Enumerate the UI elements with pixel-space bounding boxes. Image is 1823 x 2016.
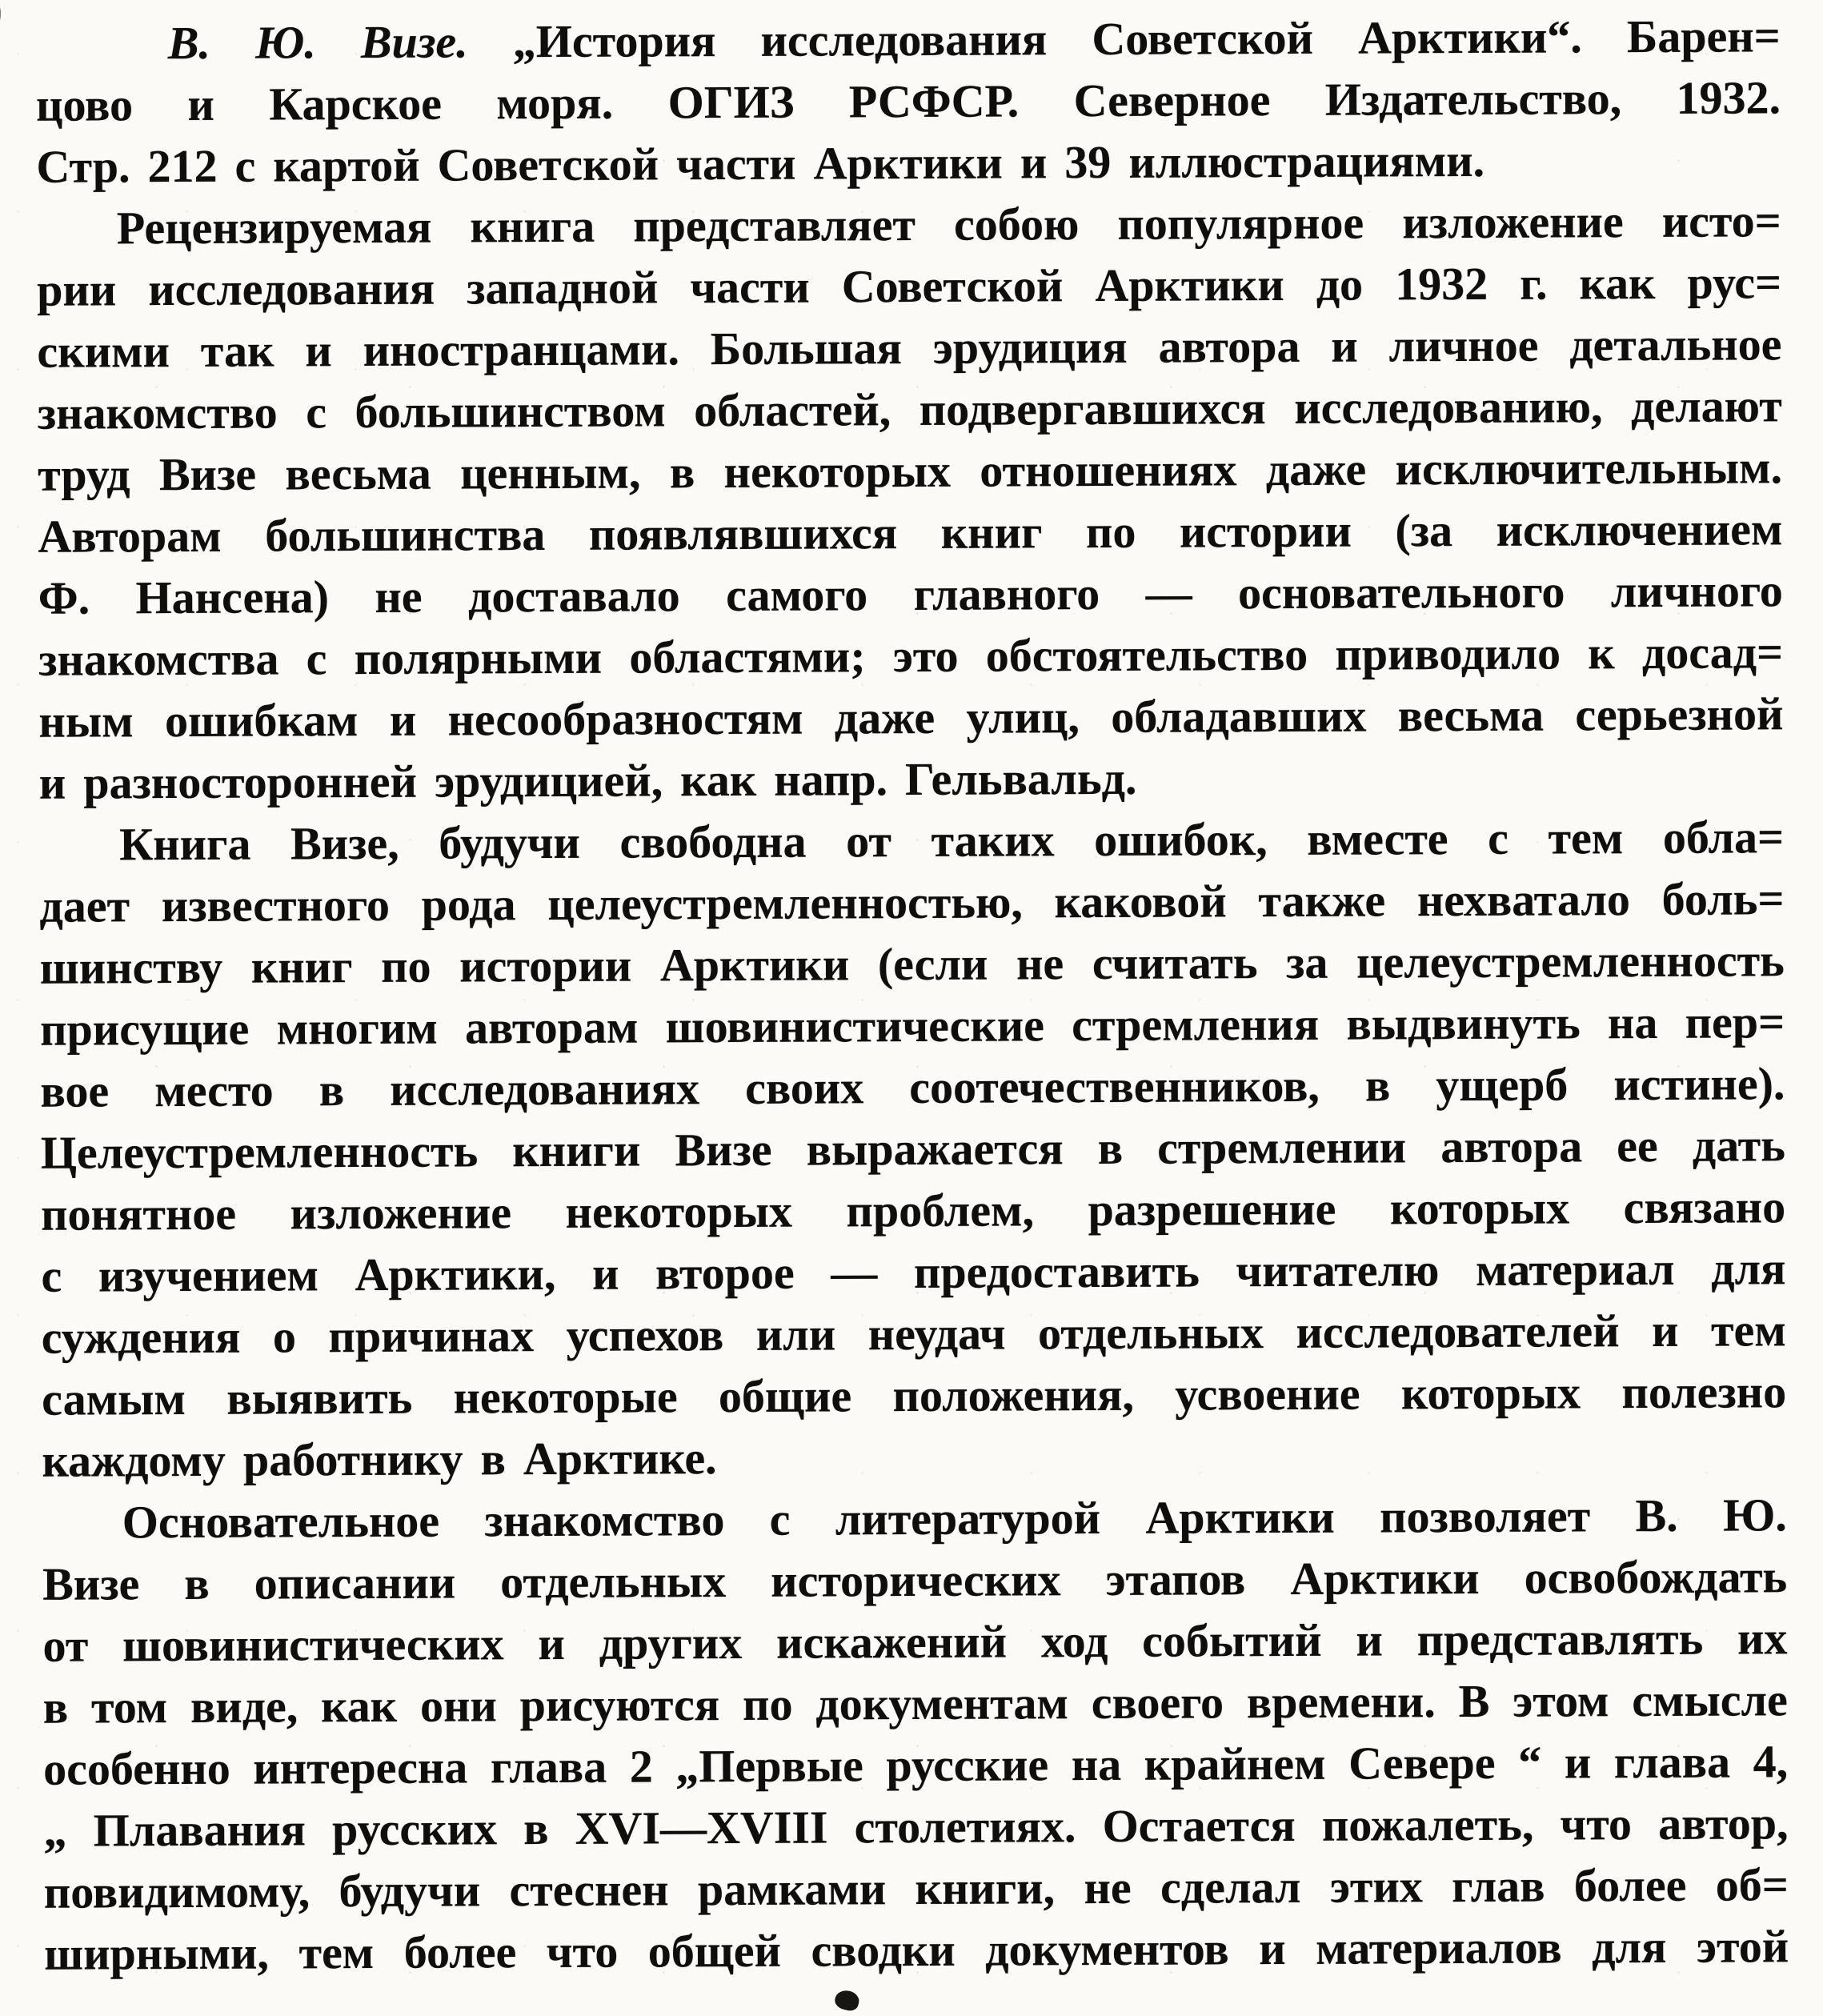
text-run: Визе в описании отдельных исторических этапов Арктики освобождать (42, 1550, 1788, 1610)
text-line (38, 683, 1783, 752)
text-line (42, 1607, 1787, 1677)
text-run: скими так и иностранцами. Большая эрудиция автора и личное детальное (37, 318, 1782, 378)
text-line (44, 1854, 1789, 1923)
text-run: Книга Визе, будучи свободна от таких ошибок, вместе с тем обла= (118, 811, 1785, 871)
text-run: Стр. 212 с картой Советской части Арктики и 39 иллюстрациями. (36, 134, 1485, 193)
text-line (38, 498, 1782, 567)
text-line (42, 1299, 1786, 1369)
text-run: „История исследования Советской Арктики“. Барен= (512, 10, 1781, 68)
text-line (40, 991, 1785, 1060)
text-line (38, 559, 1783, 629)
text-line (39, 744, 1784, 814)
text-run: вое место в исследованиях своих соотечественников, в ущерб истине). (40, 1057, 1785, 1117)
text-line (36, 5, 1781, 74)
text-run: шинству книг по истории Арктики (если не считать за целеустремленность (39, 934, 1785, 994)
text-line (39, 868, 1784, 937)
text-run: Ф. Нансена) не доставало самого главного — основательного личного (38, 564, 1783, 624)
text-line (42, 1545, 1787, 1615)
text-line (43, 1669, 1788, 1738)
text-run: повидимому, будучи стеснен рамками книги, не сделал этих глав более об= (43, 1858, 1789, 1918)
text-line (36, 128, 1781, 198)
ink-speck (833, 1988, 861, 2012)
text-line (42, 1361, 1786, 1430)
italic-text-run: В. Ю. Визе. (167, 15, 513, 70)
text-line (38, 375, 1782, 444)
text-run: знакомство с большинством областей, подвергавшихся исследованию, делают (37, 379, 1782, 439)
text-run: Целеустремленность книги Визе выражается в стремлении автора ее дать (40, 1119, 1785, 1179)
text-run: ным ошибкам и несообразностям даже улиц, обладавших весьма серьезной (38, 687, 1784, 747)
text-run: дает известного рода целеустремленностью, каковой также нехватало боль= (39, 872, 1785, 932)
text-run: ширными, тем более что общей сводки документов и материалов для этой (44, 1920, 1789, 1980)
text-run: труд Визе весьма ценным, в некоторых отношениях даже исключительным. (37, 441, 1783, 501)
scan-edge-mark (0, 5, 1, 22)
text-line (38, 621, 1783, 691)
text-run: от шовинистических и других искажений ход событий и представлять их (42, 1612, 1788, 1672)
text-line (43, 1730, 1788, 1800)
text-run: с изучением Арктики, и второе — предоставить читателю материал для (41, 1242, 1786, 1302)
text-line (36, 66, 1781, 136)
text-run: каждому работнику в Арктике. (42, 1432, 717, 1487)
text-run: и разносторонней эрудицией, как напр. Гельвальд. (38, 751, 1137, 809)
text-line (40, 929, 1785, 999)
text-run: знакомства с полярными областями; это обстоятельство приводило к досад= (38, 626, 1784, 686)
text-run: Основательное знакомство с литературой Арктики позволяет В. Ю. (122, 1489, 1787, 1549)
text-line (41, 1176, 1785, 1245)
text-line (37, 190, 1781, 259)
text-line (43, 1792, 1788, 1862)
text-line (42, 1484, 1787, 1553)
text-line (37, 251, 1781, 321)
text-line (40, 1052, 1785, 1122)
text-run: цово и Карское моря. ОГИЗ РСФСР. Северное Издательство, 1932. (35, 71, 1781, 131)
text-run: в том виде, как они рисуются по документам своего времени. В этом смысле (42, 1673, 1788, 1733)
text-run: особенно интересна глава 2 „Первые русские на крайнем Севере “ и глава 4, (43, 1735, 1789, 1795)
text-line (39, 806, 1784, 876)
text-run: суждения о причинах успехов или неудач отдельных исследователей и тем (41, 1304, 1786, 1364)
text-line (41, 1114, 1785, 1184)
text-run: Авторам большинства появлявшихся книг по истории (за исключением (38, 503, 1783, 563)
text-run: Рецензируемая книга представляет собою популярное изложение исто= (116, 194, 1781, 255)
text-run: самым выявить некоторые общие положения, усвоение которых полезно (42, 1365, 1787, 1425)
text-run: понятное изложение некоторых проблем, разрешение которых связано (41, 1180, 1786, 1240)
text-line (44, 1915, 1789, 1985)
text-run: присущие многим авторам шовинистические стремления выдвинуть на пер= (39, 996, 1785, 1056)
text-line (41, 1237, 1785, 1307)
text-line (37, 313, 1781, 383)
text-run: „ Плавания русских в XVI—XVIII столетиях. Остается пожалеть, что автор, (43, 1797, 1789, 1857)
page-text (36, 5, 1789, 1984)
text-line (42, 1422, 1786, 1492)
text-run: рии исследования западной части Советской Арктики до 1932 г. как рус= (36, 256, 1782, 316)
text-line (38, 436, 1782, 506)
